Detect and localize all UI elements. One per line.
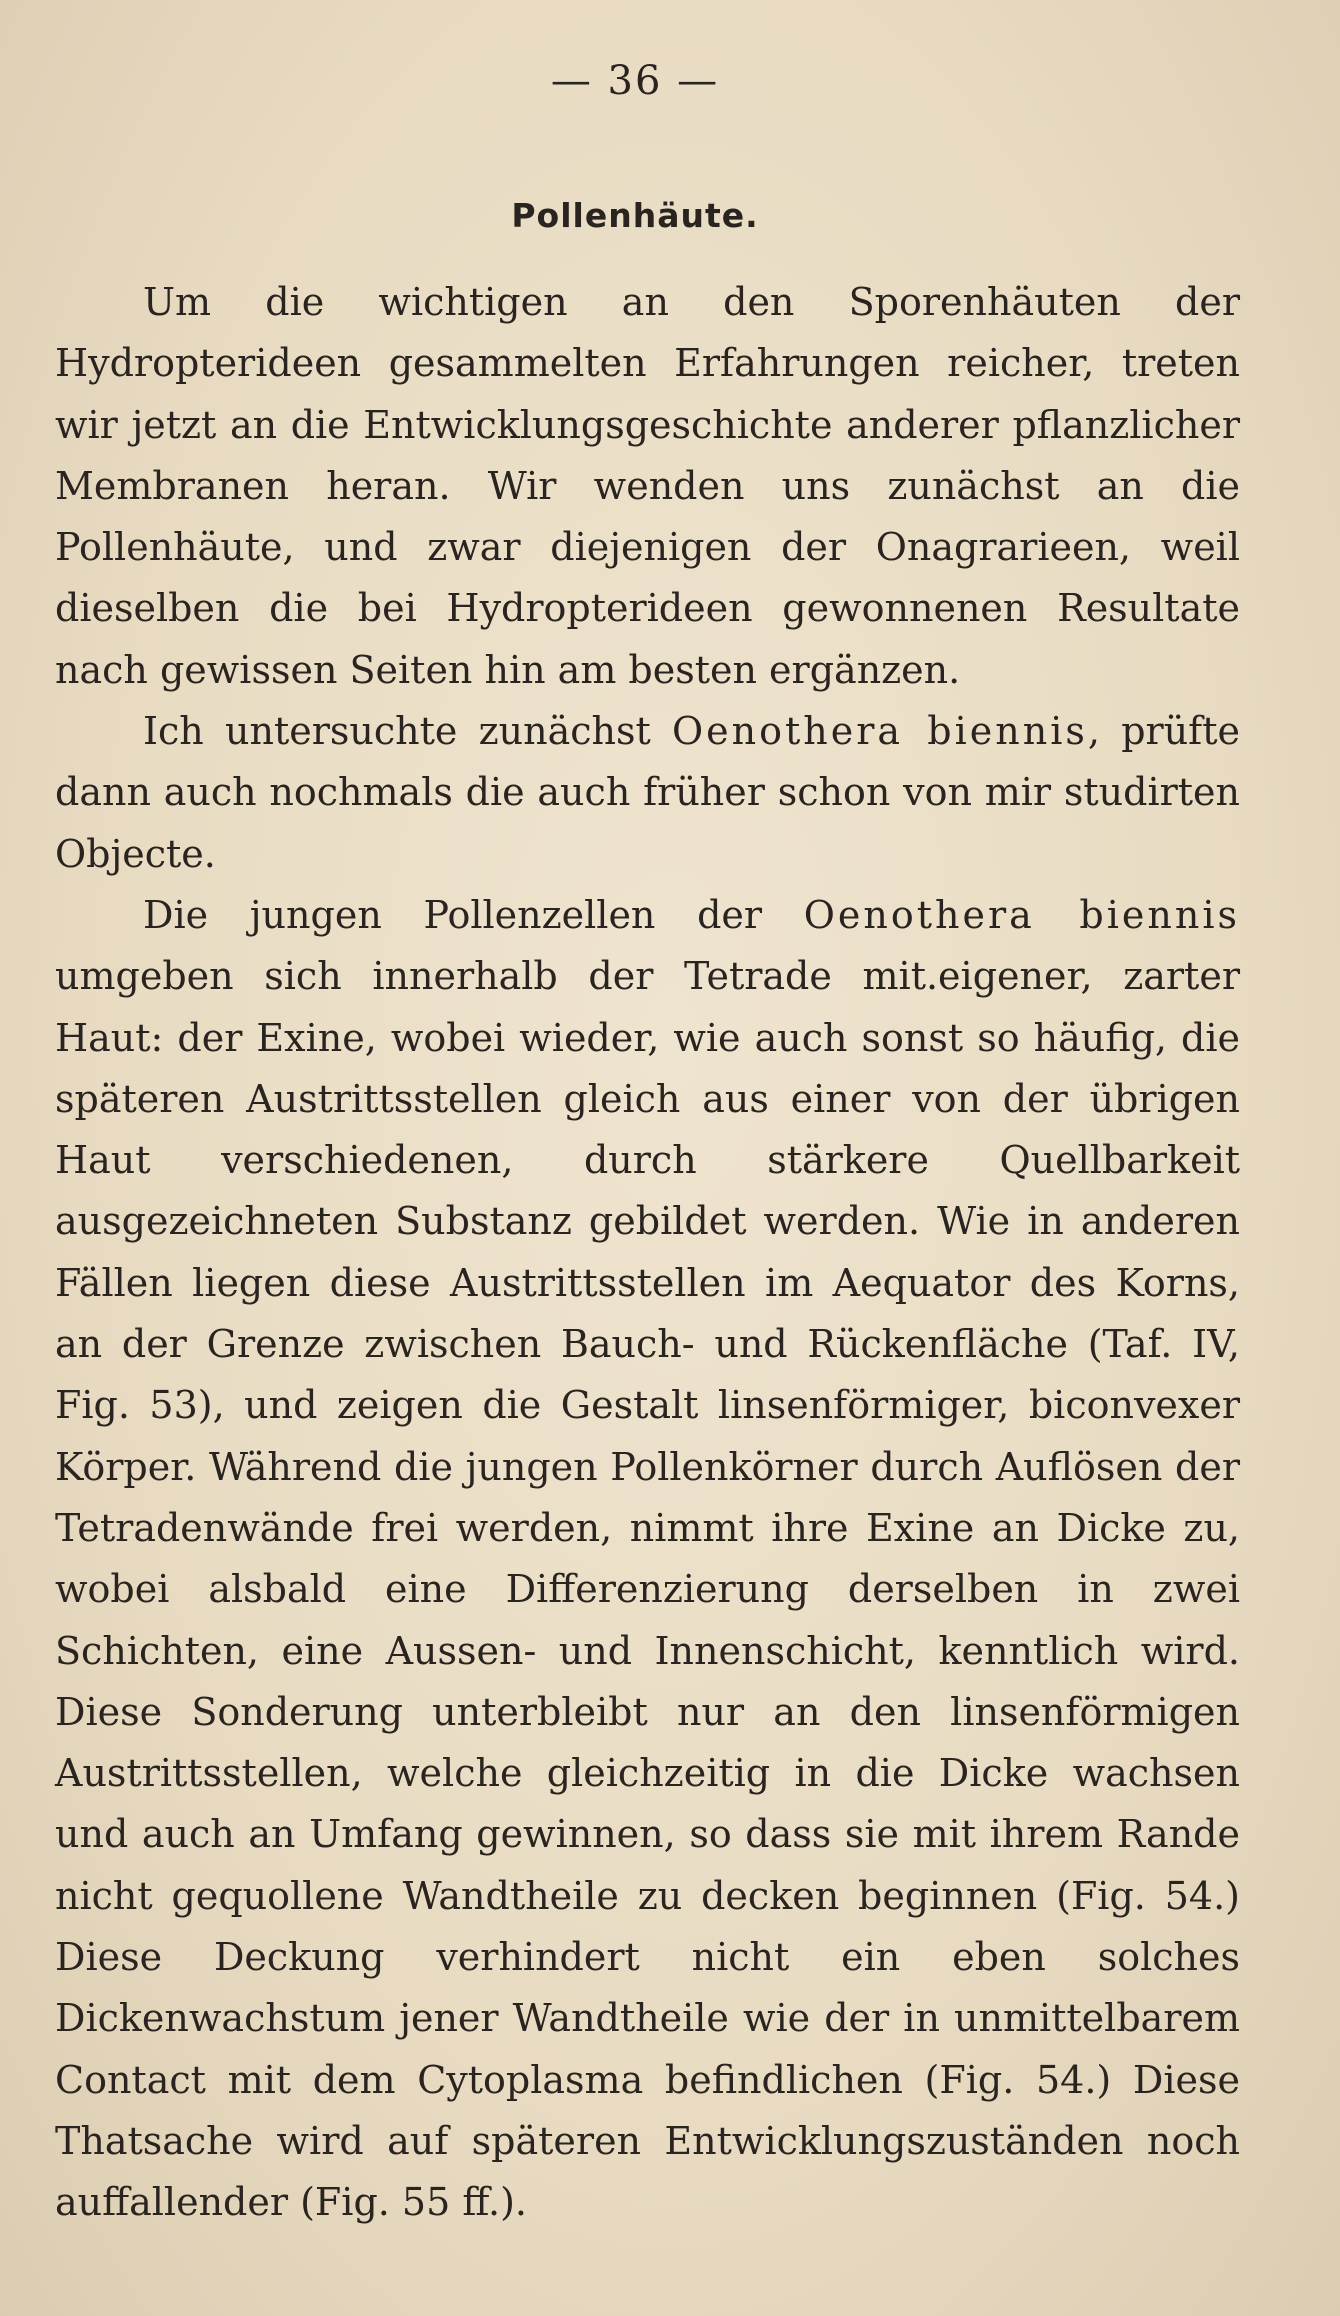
paragraph-2-text-after: , prüfte dann auch nochmals die auch früher schon von mir studirten Objecte. [55,709,1240,876]
body-text [55,272,1240,2234]
paragraph-2 [55,701,1240,885]
paragraph-2-species-name: Oenothera biennis [672,709,1088,754]
page-number: — 36 — [550,58,720,104]
paragraph-1 [55,272,1240,701]
paragraph-3 [55,885,1240,2234]
paragraph-2-text-before: Ich untersuchte zunächst [143,709,673,754]
paragraph-3-text-before: Die jungen Pollenzellen der [143,892,804,937]
paragraph-1-text: Um die wichtigen an den Sporenhäuten der Hydropterideen gesammelten Erfahrungen reicher, treten wir jetzt an die Entwicklungsgeschichte anderer pflanzlicher Membranen heran. Wir wenden uns zunächst an die Pollenhäute, und zwar diejenigen der Onagrarieen, weil dieselben die bei Hydropterideen gewonnenen Resultate nach gewissen Seiten hin am besten ergänzen. [55,280,1240,692]
paragraph-3-species-name: Oenothera biennis [803,892,1240,937]
paragraph-3-text-after: umgeben sich innerhalb der Tetrade mit.eigener, zarter Haut: der Exine, wobei wieder, wie auch sonst so häufig, die späteren Austrittsstellen gleich aus einer von der übrigen Haut verschiedenen, durch stärkere Quellbarkeit ausgezeichneten Substanz gebildet werden. Wie in anderen Fällen liegen diese Austrittsstellen im Aequator des Korns, an der Grenze zwischen Bauch- und Rückenfläche (Taf. IV, Fig. 53), und zeigen die Gestalt linsenförmiger, biconvexer Körper. Während die jungen Pollenkörner durch Auflösen der Tetradenwände frei werden, nimmt ihre Exine an Dicke zu, wobei alsbald eine Differenzierung derselben in zwei Schichten, eine Aussen- und Innenschicht, kenntlich wird. Diese Sonderung unterbleibt nur an den linsenförmigen Austrittsstellen, welche gleichzeitig in die Dicke wachsen und auch an Umfang gewinnen, so dass sie mit ihrem Rande nicht gequollene Wandtheile zu decken beginnen (Fig. 54.) Diese Deckung verhindert nicht ein eben solches Dickenwachstum jener Wandtheile wie der in unmittelbarem Contact mit dem Cytoplasma befindlichen (Fig. 54.) Diese Thatsache wird auf späteren Entwicklungszuständen noch auffallender (Fig. 55 ff.). [55,954,1240,2225]
section-heading: Pollenhäute. [511,196,759,235]
